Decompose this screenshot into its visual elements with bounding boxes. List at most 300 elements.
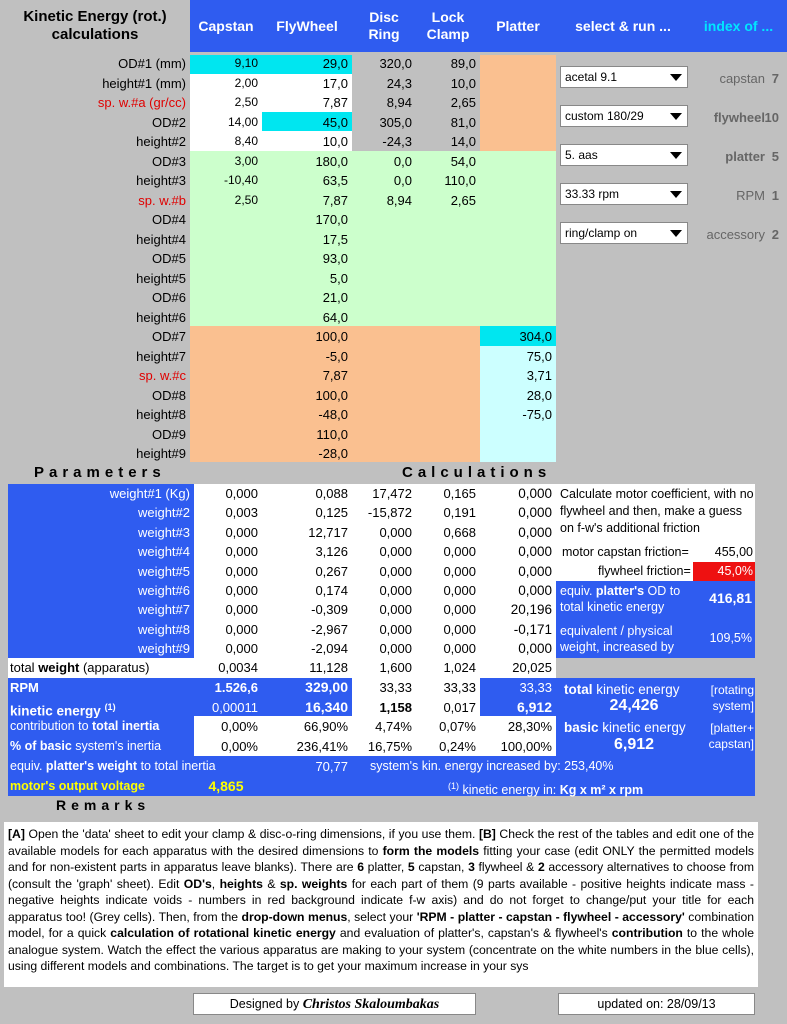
row-label: height#2 bbox=[136, 134, 186, 149]
input-cell-lock[interactable] bbox=[416, 347, 480, 367]
row-label: OD#8 bbox=[152, 387, 186, 403]
remarks-part: & bbox=[262, 876, 280, 891]
total-weight-capstan: 0,0034 bbox=[218, 660, 258, 675]
input-cell-flywheel[interactable]: 10,0 bbox=[322, 134, 348, 149]
basic-ke-label bbox=[564, 720, 686, 735]
input-cell-flywheel[interactable]: 170,0 bbox=[315, 212, 348, 227]
input-cell-platter[interactable] bbox=[480, 444, 556, 464]
equiv-weight-label-c: to total inertia bbox=[137, 759, 216, 773]
row-label: sp. w.#b bbox=[138, 192, 186, 208]
row-label: height#3 bbox=[136, 173, 186, 188]
kinetic-disc: 1,158 bbox=[379, 700, 412, 715]
remarks-part: 6 bbox=[357, 860, 365, 874]
row-label: height#4 bbox=[136, 231, 186, 247]
contribution-label-b: total inertia bbox=[92, 719, 160, 733]
flywheel-friction-value[interactable]: 45,0% bbox=[693, 562, 755, 581]
dropdown-select[interactable] bbox=[560, 105, 688, 127]
input-cell-disc[interactable]: 8,94 bbox=[386, 192, 412, 208]
input-cell-platter[interactable]: -75,0 bbox=[522, 407, 552, 422]
index-number: 5 bbox=[771, 149, 779, 164]
index-name: capstan bbox=[719, 71, 765, 86]
index-entry bbox=[690, 227, 787, 247]
equiv-od-value: 416,81 bbox=[709, 590, 752, 606]
input-cell-lock[interactable] bbox=[416, 269, 480, 289]
weight-cell-disc: 0,000 bbox=[379, 602, 412, 618]
input-cell-platter[interactable]: 3,71 bbox=[526, 368, 552, 383]
input-cell-disc[interactable]: 8,94 bbox=[386, 95, 412, 110]
row-label: height#7 bbox=[136, 348, 186, 364]
input-cell-capstan[interactable] bbox=[190, 230, 262, 250]
row-label: height#1 (mm) bbox=[102, 75, 186, 91]
col-header-disc-ring: Disc Ring bbox=[352, 0, 416, 52]
input-cell-disc[interactable] bbox=[352, 269, 416, 289]
input-cell-flywheel[interactable]: 5,0 bbox=[329, 270, 348, 286]
row-label: sp. w.#c bbox=[139, 368, 186, 383]
dropdown-select[interactable] bbox=[560, 66, 688, 88]
input-cell-disc[interactable] bbox=[352, 444, 416, 464]
weight-cell-capstan: 0,000 bbox=[225, 544, 258, 560]
input-cell-disc[interactable] bbox=[352, 288, 416, 308]
input-cell-lock[interactable] bbox=[416, 210, 480, 230]
dropdown-value: 5. aas bbox=[565, 148, 598, 162]
input-cell-capstan[interactable] bbox=[190, 366, 262, 386]
side-intro-text: Calculate motor coefficient, with no flywheel and then, make a guess on f-w's additional friction bbox=[560, 487, 754, 535]
input-cell-capstan[interactable] bbox=[190, 308, 262, 328]
row-label: OD#4 bbox=[152, 212, 186, 227]
input-cell-platter[interactable] bbox=[480, 171, 556, 191]
input-cell-flywheel[interactable]: 17,0 bbox=[322, 75, 348, 91]
flywheel-friction-label: flywheel friction= bbox=[598, 564, 691, 578]
input-cell-lock[interactable] bbox=[416, 308, 480, 328]
input-cell-capstan[interactable]: 14,00 bbox=[227, 114, 258, 129]
ke-units-text: kinetic energy in: bbox=[459, 783, 560, 797]
remarks-part: platter, bbox=[364, 860, 408, 874]
kinetic-platter: 6,912 bbox=[516, 699, 552, 715]
rpm-lock: 33,33 bbox=[443, 680, 476, 695]
input-cell-flywheel[interactable]: 93,0 bbox=[322, 251, 348, 266]
total-weight-lock: 1,024 bbox=[443, 660, 476, 675]
equiv-phys-label: equivalent / physical weight, increased by bbox=[560, 624, 674, 654]
input-cell-lock[interactable] bbox=[416, 386, 480, 406]
weight-cell-platter: 20,196 bbox=[510, 602, 552, 618]
input-cell-capstan[interactable] bbox=[190, 347, 262, 367]
input-cell-disc[interactable] bbox=[352, 210, 416, 230]
equiv-od-label-a: equiv. bbox=[560, 584, 596, 598]
input-cell-platter[interactable]: 28,0 bbox=[526, 387, 552, 403]
input-cell-capstan[interactable]: 8,40 bbox=[234, 134, 258, 148]
remarks-part: to the whole analogue system. Watch the effect the various apparatus are making to your system (concentrate on the white numbers in the blue cells), using different models and combinations. The target is to get your maximum increase in your sys bbox=[8, 926, 755, 973]
input-cell-capstan[interactable] bbox=[190, 327, 262, 347]
designed-by-text: Designed by bbox=[229, 997, 303, 1011]
equiv-od-label-c: OD to total kinetic energy bbox=[560, 584, 681, 614]
ke-units-note bbox=[448, 777, 708, 797]
motor-voltage-label: motor's output voltage bbox=[10, 779, 145, 793]
input-cell-flywheel[interactable]: 63,5 bbox=[322, 173, 348, 188]
kinetic-label-sup: (1) bbox=[104, 702, 116, 712]
input-cell-flywheel[interactable]: 7,87 bbox=[322, 95, 348, 110]
dropdown-select[interactable] bbox=[560, 183, 688, 205]
col-header-capstan: Capstan bbox=[190, 0, 262, 52]
basic-ke-value: 6,912 bbox=[613, 736, 655, 753]
weight-cell-platter: 0,000 bbox=[518, 524, 552, 540]
weight-cell-flywheel: 3,126 bbox=[315, 544, 348, 560]
chevron-down-icon[interactable] bbox=[668, 110, 684, 122]
weight-label: weight#7 bbox=[137, 602, 190, 618]
total-ke-label bbox=[564, 682, 680, 697]
weight-label: weight#8 bbox=[137, 621, 190, 637]
input-cell-capstan[interactable]: 2,50 bbox=[234, 192, 258, 207]
input-cell-flywheel[interactable]: 29,0 bbox=[322, 56, 348, 71]
select-run-header: select & run ... bbox=[556, 0, 690, 52]
total-ke-value: 24,426 bbox=[609, 697, 659, 714]
input-cell-disc[interactable] bbox=[352, 249, 416, 269]
dropdown-value: custom 180/29 bbox=[565, 109, 644, 123]
equiv-od-label bbox=[560, 583, 690, 615]
row-label: OD#5 bbox=[152, 251, 186, 266]
updated-on-box: updated on: 28/09/13 bbox=[558, 993, 755, 1015]
rpm-disc: 33,33 bbox=[379, 680, 412, 695]
input-cell-platter[interactable] bbox=[480, 308, 556, 328]
input-cell-flywheel[interactable]: 110,0 bbox=[316, 426, 348, 442]
kinetic-lock: 0,017 bbox=[443, 700, 476, 715]
input-cell-lock[interactable] bbox=[416, 288, 480, 308]
input-cell-lock[interactable]: 14,0 bbox=[450, 134, 476, 149]
weight-label: weight#4 bbox=[137, 544, 190, 560]
weight-cell-capstan: 0,000 bbox=[225, 621, 258, 637]
basic-pct-lock: 0,24% bbox=[439, 739, 476, 754]
equiv-weight-label-b: platter's weight bbox=[45, 759, 138, 773]
index-name: accessory bbox=[706, 227, 765, 242]
weight-cell-flywheel: 0,267 bbox=[315, 563, 348, 579]
weight-label: weight#5 bbox=[137, 563, 190, 579]
input-cell-flywheel[interactable]: 100,0 bbox=[315, 387, 348, 403]
weight-cell-capstan: 0,000 bbox=[225, 486, 258, 501]
input-cell-lock[interactable] bbox=[416, 327, 480, 347]
index-entry bbox=[690, 188, 787, 208]
remarks-part: 5 bbox=[407, 860, 415, 874]
input-cell-capstan[interactable]: 9,10 bbox=[234, 56, 258, 70]
weight-cell-disc: 17,472 bbox=[372, 486, 412, 501]
input-cell-disc[interactable]: 305,0 bbox=[379, 114, 412, 130]
contribution-label-a: contribution to bbox=[10, 719, 92, 733]
row-label: OD#3 bbox=[152, 153, 186, 169]
contribution-flywheel: 66,90% bbox=[303, 719, 348, 734]
index-entry bbox=[690, 149, 787, 169]
remarks-part: Open the 'data' sheet to edit your clamp & disc-o-ring dimensions, if you use them. bbox=[24, 827, 479, 841]
input-cell-lock[interactable] bbox=[416, 249, 480, 269]
input-cell-capstan[interactable]: 2,50 bbox=[234, 95, 258, 109]
input-cell-disc[interactable] bbox=[352, 327, 416, 347]
input-cell-flywheel[interactable]: -5,0 bbox=[325, 348, 348, 364]
input-cell-platter[interactable] bbox=[480, 269, 556, 289]
input-cell-disc[interactable]: 0,0 bbox=[393, 173, 412, 188]
weight-cell-lock: 0,165 bbox=[443, 486, 476, 501]
input-cell-platter[interactable] bbox=[480, 425, 556, 445]
basic-pct-label-b: system's inertia bbox=[71, 739, 162, 753]
weight-cell-platter: 0,000 bbox=[518, 563, 552, 579]
input-cell-flywheel[interactable]: 45,0 bbox=[322, 114, 348, 130]
input-cell-flywheel[interactable]: 17,5 bbox=[322, 231, 348, 247]
kin-energy-increase-text: system's kin. energy increased by: bbox=[370, 759, 561, 773]
author-name: Christos Skaloumbakas bbox=[302, 997, 440, 1012]
weight-cell-lock: 0,000 bbox=[443, 563, 476, 579]
kinetic-flywheel: 16,340 bbox=[305, 699, 348, 715]
remarks-part: 2 bbox=[537, 860, 545, 874]
weight-cell-disc: 0,000 bbox=[379, 641, 412, 657]
weight-cell-flywheel: 0,174 bbox=[315, 583, 348, 598]
rpm-label: RPM bbox=[10, 680, 39, 695]
remarks-text bbox=[4, 822, 758, 987]
input-cell-flywheel[interactable]: 7,87 bbox=[322, 368, 348, 383]
input-cell-platter[interactable] bbox=[480, 288, 556, 308]
input-cell-lock[interactable] bbox=[416, 405, 480, 425]
motor-voltage-value: 4,865 bbox=[208, 778, 244, 794]
remarks-part: [B] bbox=[478, 827, 496, 841]
equiv-weight-label-a: equiv. bbox=[10, 759, 46, 773]
weight-cell-platter: 0,000 bbox=[518, 583, 552, 598]
index-name: RPM bbox=[736, 188, 765, 203]
remarks-part: combination model, for a quick bbox=[8, 909, 755, 940]
row-label: height#8 bbox=[136, 407, 186, 422]
input-cell-flywheel[interactable]: -28,0 bbox=[318, 446, 348, 461]
weight-cell-capstan: 0,000 bbox=[225, 524, 258, 540]
chevron-down-icon[interactable] bbox=[668, 227, 684, 239]
input-cell-flywheel[interactable]: 7,87 bbox=[322, 192, 348, 208]
input-cell-platter[interactable] bbox=[480, 152, 556, 172]
weight-cell-lock: 0,000 bbox=[443, 641, 476, 657]
remarks-part: 3 bbox=[468, 860, 475, 874]
weight-cell-flywheel: 0,088 bbox=[315, 486, 348, 501]
total-ke-note: [rotating system] bbox=[710, 683, 754, 713]
basic-ke-note: [platter+ capstan] bbox=[708, 721, 754, 751]
input-cell-flywheel[interactable]: 100,0 bbox=[315, 329, 348, 344]
index-of-header: index of ... bbox=[690, 0, 787, 52]
input-cell-lock[interactable] bbox=[416, 444, 480, 464]
input-cell-capstan[interactable] bbox=[190, 405, 262, 425]
weight-cell-capstan: 0,003 bbox=[225, 505, 258, 521]
input-cell-platter[interactable] bbox=[480, 54, 556, 74]
input-cell-platter[interactable] bbox=[480, 210, 556, 230]
weight-cell-platter: 0,000 bbox=[518, 544, 552, 560]
input-cell-lock[interactable]: 2,65 bbox=[450, 95, 476, 110]
basic-pct-label bbox=[10, 737, 194, 757]
dropdown-value: acetal 9.1 bbox=[565, 70, 618, 84]
index-number: 10 bbox=[764, 110, 779, 125]
weight-cell-disc: 0,000 bbox=[379, 583, 412, 598]
capstan-friction-label: motor capstan friction= bbox=[562, 545, 689, 559]
input-cell-flywheel[interactable]: 180,0 bbox=[315, 153, 348, 169]
input-cell-platter[interactable] bbox=[480, 230, 556, 250]
row-label: sp. w.#a (gr/cc) bbox=[97, 95, 186, 110]
remarks-part: fitting your case (edit ONLY the permitted models and for non-existent parts in apparatus leave blanks). There are bbox=[8, 843, 754, 874]
contribution-disc: 4,74% bbox=[375, 719, 412, 734]
input-cell-lock[interactable]: 10,0 bbox=[450, 75, 476, 91]
input-cell-capstan[interactable] bbox=[190, 288, 262, 308]
input-cell-disc[interactable]: 24,3 bbox=[386, 75, 412, 91]
basic-ke-label-a: basic bbox=[564, 720, 599, 735]
total-ke-label-b: kinetic energy bbox=[592, 682, 680, 697]
basic-pct-disc: 16,75% bbox=[367, 739, 412, 754]
weight-label: weight#2 bbox=[137, 505, 190, 521]
contribution-lock: 0,07% bbox=[439, 719, 476, 734]
total-weight-label-b: weight bbox=[38, 660, 80, 675]
index-number: 1 bbox=[771, 188, 779, 203]
weight-cell-disc: 0,000 bbox=[379, 621, 412, 637]
chevron-down-icon[interactable] bbox=[668, 149, 684, 161]
weight-cell-flywheel: 12,717 bbox=[308, 524, 348, 540]
row-label: OD#6 bbox=[152, 290, 186, 305]
equiv-od-label-b: platter's bbox=[595, 584, 645, 598]
input-cell-platter[interactable] bbox=[480, 113, 556, 133]
kin-energy-increase-value: 253,40% bbox=[564, 759, 614, 773]
contribution-label bbox=[10, 717, 194, 737]
input-cell-flywheel[interactable]: 21,0 bbox=[322, 290, 348, 305]
basic-pct-flywheel: 236,41% bbox=[296, 739, 348, 754]
rpm-capstan: 1.526,6 bbox=[214, 680, 258, 695]
weight-cell-flywheel: -2,094 bbox=[311, 641, 348, 657]
calculations-title: Calculations bbox=[402, 464, 552, 481]
index-entry bbox=[690, 110, 787, 130]
equiv-weight-value: 70,77 bbox=[315, 759, 348, 774]
basic-pct-capstan: 0,00% bbox=[221, 739, 258, 754]
index-number: 2 bbox=[771, 227, 779, 242]
chevron-down-icon[interactable] bbox=[668, 71, 684, 83]
input-cell-platter[interactable] bbox=[480, 191, 556, 211]
weight-cell-lock: 0,000 bbox=[443, 583, 476, 598]
input-cell-flywheel[interactable]: 64,0 bbox=[322, 309, 348, 325]
weight-cell-disc: 0,000 bbox=[379, 563, 412, 579]
col-header-platter: Platter bbox=[480, 0, 556, 52]
dropdown-select[interactable] bbox=[560, 222, 688, 244]
input-cell-lock[interactable]: 2,65 bbox=[450, 192, 476, 208]
input-cell-disc[interactable] bbox=[352, 230, 416, 250]
kinetic-capstan: 0,00011 bbox=[211, 700, 258, 715]
remarks-part: for each part of them (9 parts available - positive heights indicate mass - negative heights indicate voids - numbers in red background indicate f-w axis) and do not forget to change/put your title for each apparatus too! (Grey cells). Then, from the bbox=[8, 876, 754, 924]
input-cell-capstan[interactable] bbox=[190, 386, 262, 406]
input-cell-disc[interactable]: 320,0 bbox=[379, 56, 412, 71]
kinetic-label-text: kinetic energy bbox=[10, 703, 101, 718]
input-cell-platter[interactable]: 75,0 bbox=[526, 348, 552, 364]
parameters-title: Parameters bbox=[34, 464, 166, 481]
input-cell-capstan[interactable] bbox=[190, 269, 262, 289]
remarks-part: 'RPM - platter - capstan - flywheel - accessory' bbox=[416, 909, 685, 924]
weight-cell-flywheel: -0,309 bbox=[311, 602, 348, 618]
weight-cell-lock: 0,191 bbox=[443, 505, 476, 521]
input-cell-lock[interactable]: 54,0 bbox=[450, 153, 476, 169]
weight-cell-lock: 0,000 bbox=[443, 621, 476, 637]
input-cell-flywheel[interactable]: -48,0 bbox=[318, 407, 348, 422]
remarks-part: contribution bbox=[611, 926, 683, 940]
weight-cell-lock: 0,000 bbox=[443, 544, 476, 560]
weight-cell-disc: -15,872 bbox=[367, 505, 412, 521]
index-number: 7 bbox=[771, 71, 779, 86]
remarks-part: [A] bbox=[8, 827, 25, 841]
input-cell-lock[interactable]: 89,0 bbox=[450, 56, 476, 71]
input-cell-capstan[interactable]: -10,40 bbox=[223, 173, 258, 187]
weight-cell-lock: 0,668 bbox=[443, 524, 476, 540]
rpm-flywheel: 329,00 bbox=[305, 679, 348, 695]
basic-pct-platter: 100,00% bbox=[500, 739, 552, 754]
kinetic-label bbox=[10, 698, 190, 718]
remarks-part: heights bbox=[219, 876, 263, 891]
header-bar bbox=[0, 0, 787, 52]
input-cell-capstan[interactable] bbox=[190, 425, 262, 445]
dropdown-select[interactable] bbox=[560, 144, 688, 166]
total-weight-label-a: total bbox=[10, 660, 39, 675]
input-cell-capstan[interactable] bbox=[190, 210, 262, 230]
remarks-part: capstan, bbox=[414, 860, 469, 874]
input-cell-disc[interactable] bbox=[352, 386, 416, 406]
input-cell-disc[interactable]: -24,3 bbox=[382, 134, 412, 149]
input-cell-capstan[interactable]: 3,00 bbox=[234, 153, 258, 168]
input-cell-disc[interactable] bbox=[352, 347, 416, 367]
input-cell-capstan[interactable] bbox=[190, 249, 262, 269]
remarks-part: accessory alternatives to choose from (consult the 'graph' sheet). Edit bbox=[8, 860, 754, 891]
input-cell-capstan[interactable] bbox=[190, 444, 262, 464]
row-label: OD#1 (mm) bbox=[118, 56, 186, 71]
sheet-title: Kinetic Energy (rot.) calculations bbox=[0, 0, 190, 52]
chevron-down-icon[interactable] bbox=[668, 188, 684, 200]
weight-cell-platter: 0,000 bbox=[518, 641, 552, 657]
input-cell-lock[interactable] bbox=[416, 366, 480, 386]
weight-cell-disc: 0,000 bbox=[379, 524, 412, 540]
input-cell-lock[interactable] bbox=[416, 425, 480, 445]
index-name: platter bbox=[725, 149, 765, 164]
weight-label: weight#1 (Kg) bbox=[109, 486, 190, 501]
input-cell-disc[interactable] bbox=[352, 405, 416, 425]
ke-units-sup: (1) bbox=[448, 781, 459, 791]
remarks-part: , bbox=[211, 876, 220, 891]
input-cell-disc[interactable] bbox=[352, 308, 416, 328]
input-cell-platter[interactable] bbox=[480, 74, 556, 94]
input-cell-lock[interactable]: 110,0 bbox=[444, 173, 476, 188]
input-cell-lock[interactable] bbox=[416, 230, 480, 250]
weight-cell-capstan: 0,000 bbox=[225, 602, 258, 618]
dropdown-value: 33.33 rpm bbox=[565, 187, 620, 201]
remarks-part: calculation of rotational kinetic energy bbox=[110, 926, 336, 940]
remarks-part: sp. weights bbox=[279, 876, 348, 891]
weight-cell-disc: 0,000 bbox=[379, 544, 412, 560]
capstan-friction-value[interactable]: 455,00 bbox=[700, 543, 755, 562]
remarks-title: Remarks bbox=[56, 797, 151, 813]
remarks-part: drop-down menus bbox=[241, 909, 348, 924]
index-entry bbox=[690, 71, 787, 91]
input-cell-lock[interactable]: 81,0 bbox=[450, 114, 476, 130]
index-name: flywheel bbox=[713, 110, 765, 125]
input-cell-disc[interactable] bbox=[352, 425, 416, 445]
input-cell-disc[interactable]: 0,0 bbox=[393, 153, 412, 169]
col-header-flywheel: FlyWheel bbox=[262, 0, 352, 52]
input-cell-platter[interactable] bbox=[480, 93, 556, 113]
total-weight-flywheel: 11,128 bbox=[309, 660, 348, 675]
designed-by-box bbox=[193, 993, 476, 1015]
weight-cell-lock: 0,000 bbox=[443, 602, 476, 618]
total-ke-label-a: total bbox=[564, 682, 593, 697]
row-label: height#5 bbox=[136, 270, 186, 286]
input-cell-platter[interactable] bbox=[480, 132, 556, 152]
remarks-part: flywheel & bbox=[474, 860, 538, 874]
input-cell-disc[interactable] bbox=[352, 366, 416, 386]
input-cell-platter[interactable]: 304,0 bbox=[519, 329, 552, 344]
weight-cell-platter: 0,000 bbox=[518, 486, 552, 501]
kin-energy-increase-label bbox=[370, 757, 670, 777]
input-cell-capstan[interactable]: 2,00 bbox=[234, 75, 258, 90]
weight-cell-capstan: 0,000 bbox=[225, 583, 258, 598]
total-weight-label-c: (apparatus) bbox=[79, 660, 150, 675]
remarks-part: Check the rest of the tables and edit one of the available models for each apparatus with the desired dimensions to bbox=[8, 827, 754, 858]
input-cell-platter[interactable] bbox=[480, 249, 556, 269]
col-header-lock-clamp: Lock Clamp bbox=[416, 0, 480, 52]
